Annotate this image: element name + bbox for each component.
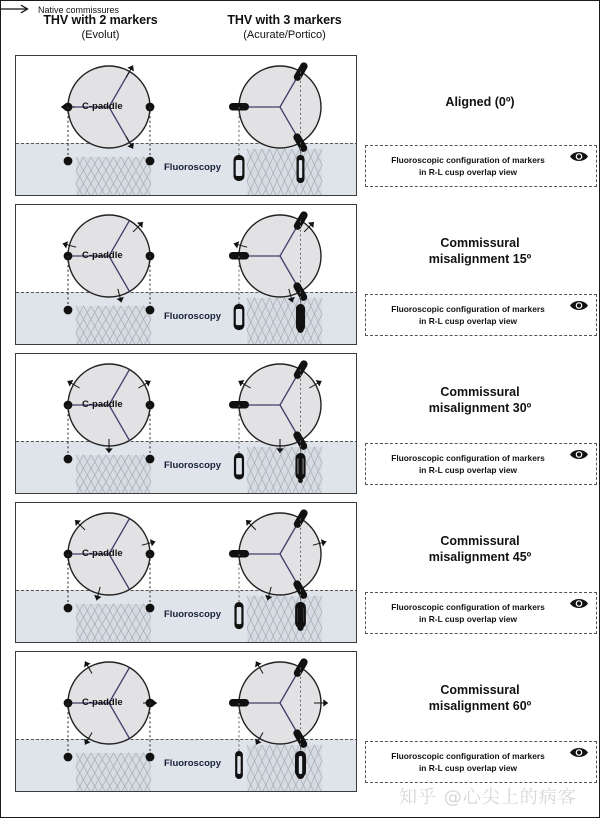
diagram-panel	[15, 353, 357, 494]
panel-graphics	[16, 652, 357, 792]
eye-icon	[569, 746, 589, 764]
c-paddle-label: C-paddle	[82, 101, 123, 112]
row-title	[367, 94, 593, 110]
fluoroscopic-note-box	[365, 741, 597, 783]
diagram-row	[1, 201, 600, 349]
c-paddle-label: C-paddle	[82, 399, 123, 410]
header-two-markers-subtitle: (Evolut)	[81, 29, 120, 41]
diagram-row	[1, 648, 600, 796]
row-title-line1: Commissural	[440, 236, 520, 250]
eye-icon	[569, 597, 589, 615]
row-title-line1: Commissural	[440, 385, 520, 399]
legend-label: Native commissures	[38, 5, 120, 15]
row-title-line2: misalignment 15º	[428, 252, 532, 266]
header-three-markers-title: THV with 3 markers	[227, 13, 342, 27]
note-line-2: in R-L cusp overlap view	[418, 167, 518, 177]
figure-header	[1, 1, 600, 51]
note-line-1: Fluoroscopic configuration of markers	[391, 751, 545, 761]
row-title	[367, 682, 593, 714]
fluoroscopic-note-box	[365, 294, 597, 336]
diagram-row	[1, 52, 600, 200]
fluoroscopy-label: Fluoroscopy	[164, 460, 222, 471]
diagram-panel	[15, 55, 357, 196]
row-title-line2: misalignment 60º	[428, 699, 532, 713]
row-title	[367, 533, 593, 565]
row-title-line2: misalignment 30º	[428, 401, 532, 415]
watermark: 知乎 @心尖上的病客	[399, 787, 577, 808]
eye-icon	[569, 448, 589, 466]
fluoroscopic-note-box	[365, 443, 597, 485]
row-title	[367, 235, 593, 267]
header-two-markers-title: THV with 2 markers	[43, 13, 158, 27]
diagram-panel	[15, 502, 357, 643]
diagram-panel	[15, 204, 357, 345]
note-line-2: in R-L cusp overlap view	[418, 316, 518, 326]
note-line-1: Fluoroscopic configuration of markers	[391, 602, 545, 612]
fluoroscopy-label: Fluoroscopy	[164, 609, 222, 620]
panel-graphics	[16, 354, 357, 494]
fluoroscopy-label: Fluoroscopy	[164, 758, 222, 769]
fluoroscopic-note-box	[365, 592, 597, 634]
diagram-panel	[15, 651, 357, 792]
row-title-line1: Commissural	[440, 683, 520, 697]
panel-graphics	[16, 56, 357, 196]
header-column-three-markers	[197, 13, 372, 43]
row-title	[367, 384, 593, 416]
note-line-1: Fluoroscopic configuration of markers	[391, 304, 545, 314]
diagram-row	[1, 499, 600, 647]
fluoroscopy-label: Fluoroscopy	[164, 311, 222, 322]
header-three-markers-subtitle: (Acurate/Portico)	[243, 29, 326, 41]
fluoroscopic-note-text	[372, 452, 564, 476]
row-title-line1: Commissural	[440, 534, 520, 548]
row-title-line2: misalignment 45º	[428, 550, 532, 564]
header-column-two-markers	[13, 13, 188, 43]
note-line-2: in R-L cusp overlap view	[418, 763, 518, 773]
fluoroscopic-note-text	[372, 601, 564, 625]
row-title-line1: Aligned (0º)	[445, 95, 515, 109]
fluoroscopic-note-text	[372, 154, 564, 178]
c-paddle-label: C-paddle	[82, 548, 123, 559]
note-line-1: Fluoroscopic configuration of markers	[391, 155, 545, 165]
panel-graphics	[16, 205, 357, 345]
note-line-1: Fluoroscopic configuration of markers	[391, 453, 545, 463]
panel-graphics	[16, 503, 357, 643]
fluoroscopic-note-text	[372, 750, 564, 774]
note-line-2: in R-L cusp overlap view	[418, 614, 518, 624]
note-line-2: in R-L cusp overlap view	[418, 465, 518, 475]
c-paddle-label: C-paddle	[82, 697, 123, 708]
eye-icon	[569, 150, 589, 168]
fluoroscopic-note-text	[372, 303, 564, 327]
fluoroscopic-note-box	[365, 145, 597, 187]
eye-icon	[569, 299, 589, 317]
c-paddle-label: C-paddle	[82, 250, 123, 261]
diagram-row	[1, 350, 600, 498]
fluoroscopy-label: Fluoroscopy	[164, 162, 222, 173]
